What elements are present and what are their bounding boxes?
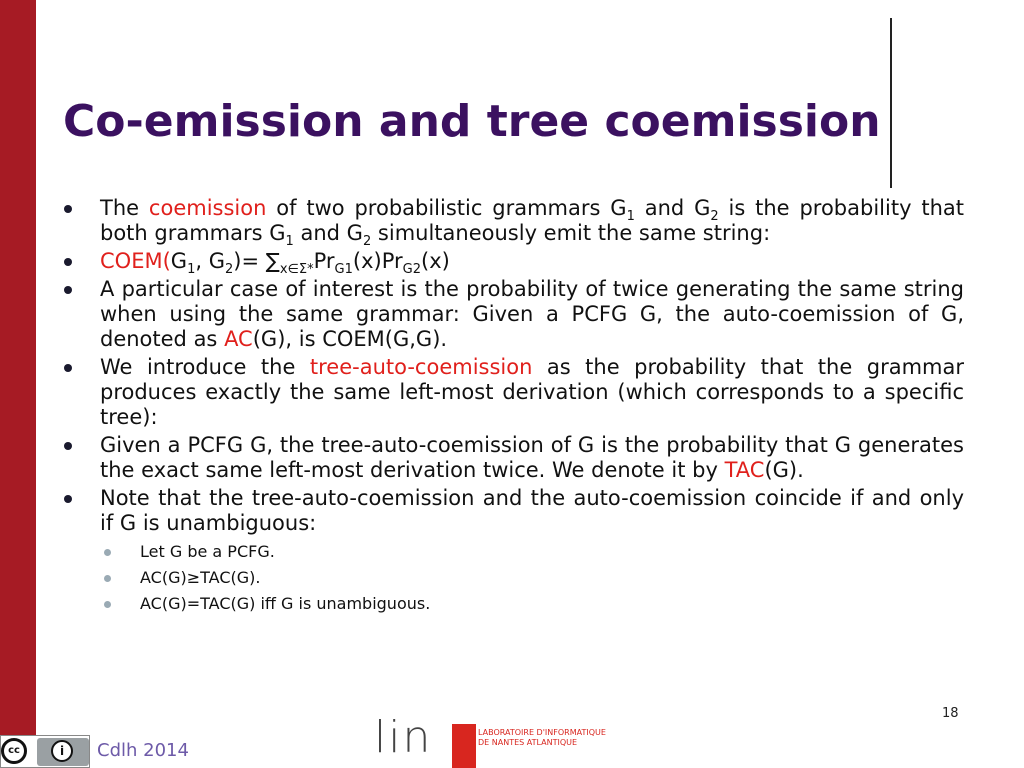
bullet-tac-definition: Given a PCFG G, the tree-auto-coemission of G is the probability that G generates the exact same left-most derivation twice. We denote it by TAC(G). [62,433,964,483]
slide-sidebar-bar [0,0,36,768]
slide-content [62,196,964,617]
lina-logo-red-block [452,724,476,768]
sub-bullet-inequality: AC(G)≥TAC(G). [62,565,964,591]
footer-author: Cdlh 2014 [97,740,189,761]
bullet-auto-coemission: A particular case of interest is the probability of twice generating the same string when using the same grammar: Given a PCFG G, the auto-coemission of G, denoted as AC(G), is COEM(G,G). [62,277,964,352]
bullet-unambiguous-note: Note that the tree-auto-coemission and the auto-coemission coincide if and only if G is unambiguous: [62,486,964,536]
bullet-coem-formula: $COEM(G_1$, $G_2)= \sum_{x\in\Sigma*}Pr_{G1}(x)Pr_{G2}(x)$ [62,249,964,274]
term-tac: TAC [724,458,765,482]
bullet-coemission-definition: The coemission of two probabilistic grammars $G_1$ and $G_2$ is the probability that both grammars $G_1$ and $G_2$ simultaneously emit the same string: [62,196,964,246]
term-tree-auto-coemission: tree-auto-coemission [309,355,533,379]
term-coemission: coemission [148,196,267,220]
lina-logo [374,712,624,768]
lina-logo-word: lin [374,712,433,763]
lina-logo-caption: LABORATOIRE D'INFORMATIQUE DE NANTES ATLANTIQUE [478,728,606,747]
sub-bullet-pcfg: Let G be a PCFG. [62,539,964,565]
term-ac: AC [224,327,253,351]
sub-bullet-equality: AC(G)=TAC(G) iff G is unambiguous. [62,591,964,617]
attribution-person-icon: i [51,740,73,762]
slide-title: Co-emission and tree coemission [63,96,881,147]
bullet-tree-auto-coemission: We introduce the tree-auto-coemission as the probability that the grammar produces exactly the same left-most derivation (which corresponds to a specific tree): [62,355,964,430]
creative-commons-icon: cc [1,738,27,764]
page-number: 18 [942,706,959,721]
term-coem: COEM( [100,249,171,273]
title-divider-line [890,18,892,188]
cc-by-license-badge[interactable] [0,735,90,768]
by-attribution-box [37,738,89,766]
